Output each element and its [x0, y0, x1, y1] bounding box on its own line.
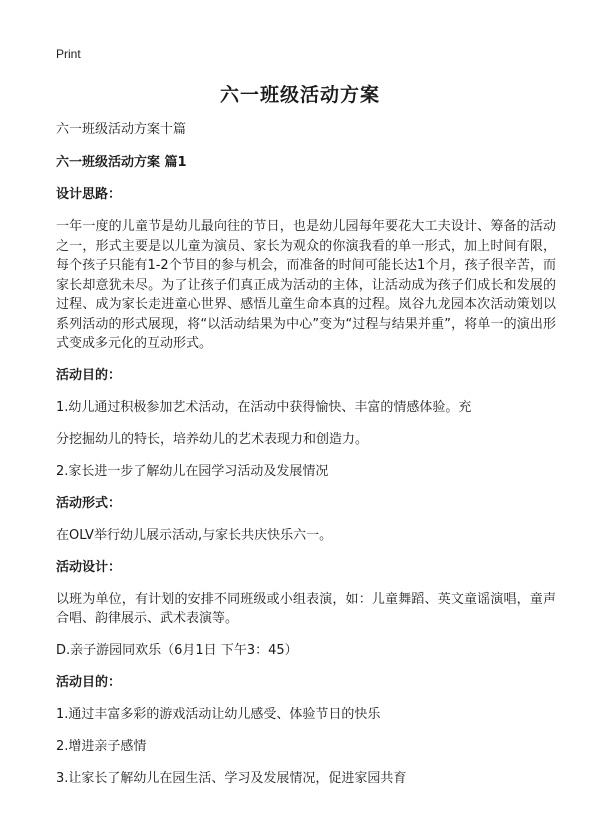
article-title: 六一班级活动方案 篇1 [56, 155, 187, 170]
section-item: 1.通过丰富多彩的游戏活动让幼儿感受、体验节日的快乐 [56, 706, 381, 722]
section-item: 在OLV举行幼儿展示活动,与家长共庆快乐六一。 [56, 527, 333, 543]
section-item: D.亲子游园同欢乐（6月1日 下午3：45） [56, 642, 298, 658]
section-paragraph: 一年一度的儿童节是幼儿最向往的节日，也是幼儿园每年要花大工夫设计、筹备的活动之一，形式主要是以儿童为演员、家长为观众的你演我看的单一形式，加上时间有限，每个孩子只能有1-2个节目的参与机会，而准备的时间可能长达1个月，孩子很辛苦，而家长却意犹未尽。为了让孩子们真正成为活动的主体，让活动成为孩子们成长和发展的过程、成为家长走进童心世界、感悟儿童生命本真的过程。岚谷九龙园本次活动策划以系列活动的形式展现，将“以活动结果为中心”变为“过程与结果并重”，将单一的演出形式变成多元化的互动形式。 [56, 219, 556, 351]
section-heading-format: 活动形式： [56, 495, 122, 511]
print-label: Print [56, 47, 81, 61]
section-heading-purpose-2: 活动目的： [56, 674, 122, 690]
document-title: 六一班级活动方案 [219, 84, 380, 106]
document-body [56, 120, 556, 801]
section-heading-purpose: 活动目的： [56, 367, 122, 383]
section-paragraph: 以班为单位，有计划的安排不同班级或小组表演，如：儿童舞蹈、英文童谣演唱，童声合唱、韵律展示、武术表演等。 [56, 591, 556, 626]
section-item: 2.家长进一步了解幼儿在园学习活动及发展情况 [56, 463, 329, 479]
section-heading-design: 设计思路： [56, 187, 122, 202]
document-subtitle: 六一班级活动方案十篇 [56, 122, 187, 137]
section-item: 分挖掘幼儿的特长，培养幼儿的艺术表现力和创造力。 [56, 431, 369, 447]
section-item: 2.增进亲子感情 [56, 738, 147, 754]
section-item: 3.让家长了解幼儿在园生活、学习及发展情况，促进家园共育 [56, 770, 407, 786]
section-item: 1.幼儿通过积极参加艺术活动，在活动中获得愉快、丰富的情感体验。充 [56, 399, 472, 415]
section-heading-plan: 活动设计： [56, 559, 122, 575]
